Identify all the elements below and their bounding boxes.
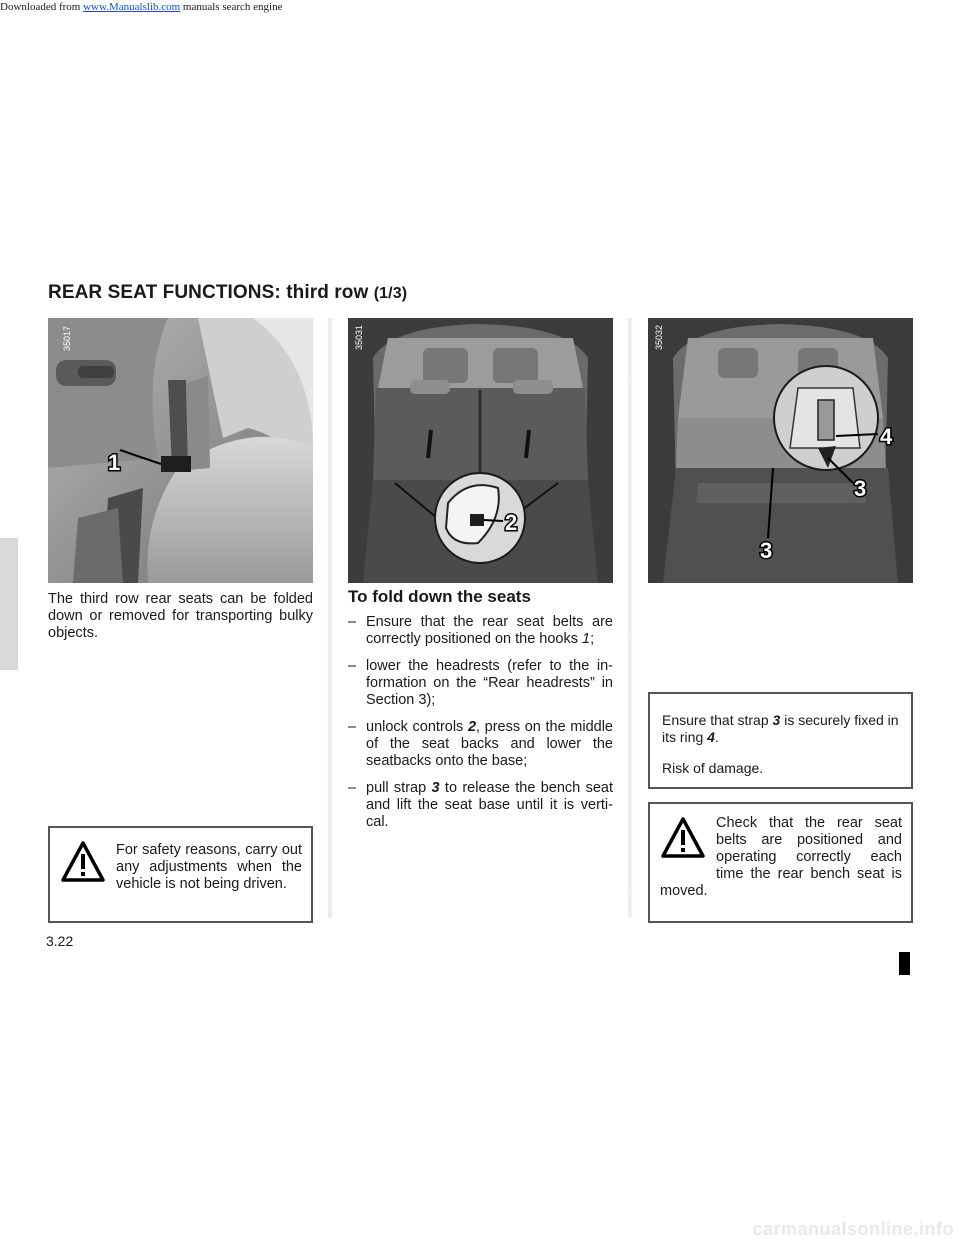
photo-seat-belt-hook xyxy=(48,318,313,583)
callout-1: 1 xyxy=(108,450,121,475)
belt-check-text: Check that the rear seat belts are positioned and operating correctly each time the rear bench seat is xyxy=(716,815,902,882)
list-item: – pull strap 3 to release the bench seat and lift the seat base until it is verti-cal. xyxy=(348,780,613,830)
risk-text: Risk of damage. xyxy=(662,760,764,776)
fold-heading: To fold down the seats xyxy=(348,587,531,606)
photo-code: 35017 xyxy=(62,325,72,351)
title-part: (1/3) xyxy=(373,285,408,302)
corner-mark xyxy=(899,952,910,975)
column-divider-right xyxy=(627,318,633,918)
safety-warning-text: For safety reasons, carry out any adjustments when the vehicle is not being driven. xyxy=(116,842,302,892)
warning-icon xyxy=(60,840,106,884)
photo-code: 35031 xyxy=(354,324,364,350)
photo-code: 35032 xyxy=(654,324,664,350)
strap-note-text: Ensure that strap 3 is securely fixed in its ring 4. xyxy=(662,712,899,745)
callout-3-upper: 3 xyxy=(854,476,867,501)
photo-seatback-controls xyxy=(348,318,613,583)
belt-check-warning-box xyxy=(648,802,913,923)
page-title xyxy=(48,282,407,304)
page-number: 3.22 xyxy=(46,933,74,949)
banner-prefix: Downloaded from xyxy=(0,1,84,13)
title-main: REAR SEAT FUNCTIONS: third row xyxy=(48,282,374,303)
list-item: – lower the headrests (refer to the in-formation on the “Rear headrests” in Section 3); xyxy=(348,658,613,708)
callout-4: 4 xyxy=(880,424,893,449)
safety-warning-box xyxy=(48,826,313,923)
callout-3-lower: 3 xyxy=(760,538,773,563)
intro-text: The third row rear seats can be folded down or removed for transporting bulky objects. xyxy=(48,591,313,641)
fold-steps-list xyxy=(348,614,613,841)
banner-suffix: manuals search engine xyxy=(180,1,283,13)
section-tab xyxy=(0,538,18,670)
list-item: – Ensure that the rear seat belts are correctly positioned on the hooks 1; xyxy=(348,614,613,647)
photo-strap-ring xyxy=(648,318,913,583)
belt-check-text-end: moved. xyxy=(660,883,708,899)
warning-icon xyxy=(660,816,706,860)
callout-2: 2 xyxy=(505,510,518,535)
column-divider-left xyxy=(327,318,333,918)
download-banner xyxy=(0,0,282,14)
list-item: – unlock controls 2, press on the middle of the seat backs and lower the seatbacks onto the base; xyxy=(348,719,613,769)
strap-note-box xyxy=(648,692,913,789)
manualslib-link[interactable]: www.Manualslib.com xyxy=(83,1,181,13)
watermark: carmanualsonline.info xyxy=(752,1219,954,1239)
